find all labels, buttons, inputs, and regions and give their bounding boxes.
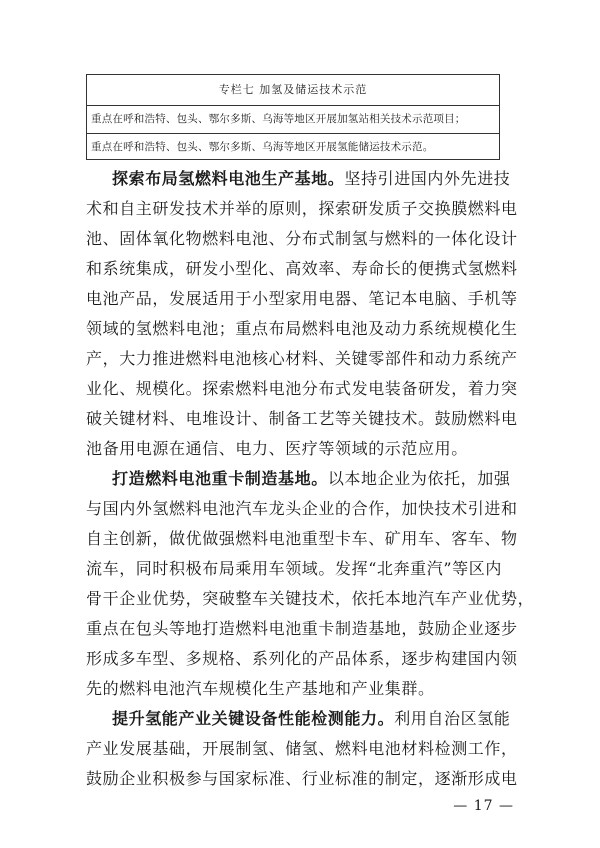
paragraph-line: 池、固体氧化物燃料电池、分布式制氢与燃料的一体化设计: [86, 229, 518, 248]
paragraph-line: 形成多车型、多规格、系列化的产品体系，逐步构建国内领: [86, 649, 518, 668]
section-heading: 打造燃料电池重卡制造基地。: [112, 469, 328, 488]
section-heading: 提升氢能产业关键设备性能检测能力。: [112, 709, 395, 728]
paragraph-first-line: [86, 704, 511, 734]
box-line: 重点在呼和浩特、包头、鄂尔多斯、乌海等地区开展氢能储运技术示范。: [91, 141, 434, 153]
paragraph-line: 业化、规模化。探索燃料电池分布式发电装备研发，着力突: [86, 379, 518, 398]
body-text: [86, 164, 535, 794]
paragraph-line: 先的燃料电池汽车规模化生产基地和产业集群。: [86, 679, 435, 698]
paragraph-first-line: [86, 464, 511, 494]
paragraph-line: 电池产品，发展适用于小型家用电器、笔记本电脑、手机等: [86, 289, 518, 308]
paragraph-text: 利用自治区氢能: [394, 709, 511, 728]
special-column-box: [86, 74, 500, 160]
paragraph-line: 产业发展基础，开展制氢、储氢、燃料电池材料检测工作，: [86, 739, 518, 758]
paragraph-text: 坚持引进国内外先进技: [344, 169, 511, 188]
paragraph-text: 以本地企业为依托，加强: [327, 469, 511, 488]
paragraph-line: 流车，同时积极布局乘用车领域。发挥“北奔重汽”等区内: [86, 559, 502, 578]
paragraph-line: 领域的氢燃料电池；重点布局燃料电池及动力系统规模化生: [86, 319, 518, 338]
paragraph-line: 与国内外氢燃料电池汽车龙头企业的合作，加快技术引进和: [86, 499, 518, 518]
paragraph-line: 术和自主研发技术并举的原则，探索研发质子交换膜燃料电: [86, 199, 518, 218]
paragraph-line: 自主创新，做优做强燃料电池重型卡车、矿用车、客车、物: [86, 529, 518, 548]
page-number: — 17 —: [453, 798, 514, 814]
paragraph-line: 池备用电源在通信、电力、医疗等领域的示范应用。: [86, 439, 468, 458]
paragraph-first-line: [86, 164, 511, 194]
paragraph-line: 和系统集成，研发小型化、高效率、寿命长的便携式氢燃料: [86, 259, 518, 278]
paragraph-line: 重点在包头等地打造燃料电池重卡制造基地，鼓励企业逐步: [86, 619, 518, 638]
paragraph-line: 鼓励企业积极参与国家标准、行业标准的制定，逐渐形成电: [86, 769, 518, 788]
box-title: 专栏七 加氢及储运技术示范: [87, 75, 499, 106]
box-line: 重点在呼和浩特、包头、鄂尔多斯、乌海等地区开展加氢站相关技术示范项目；: [87, 106, 499, 134]
paragraph-line: 骨干企业优势，突破整车关键技术，依托本地汽车产业优势，: [86, 589, 535, 608]
section-heading: 探索布局氢燃料电池生产基地。: [112, 169, 345, 188]
paragraph-line: 产，大力推进燃料电池核心材料、关键零部件和动力系统产: [86, 349, 518, 368]
paragraph-line: 破关键材料、电堆设计、制备工艺等关键技术。鼓励燃料电: [86, 409, 518, 428]
